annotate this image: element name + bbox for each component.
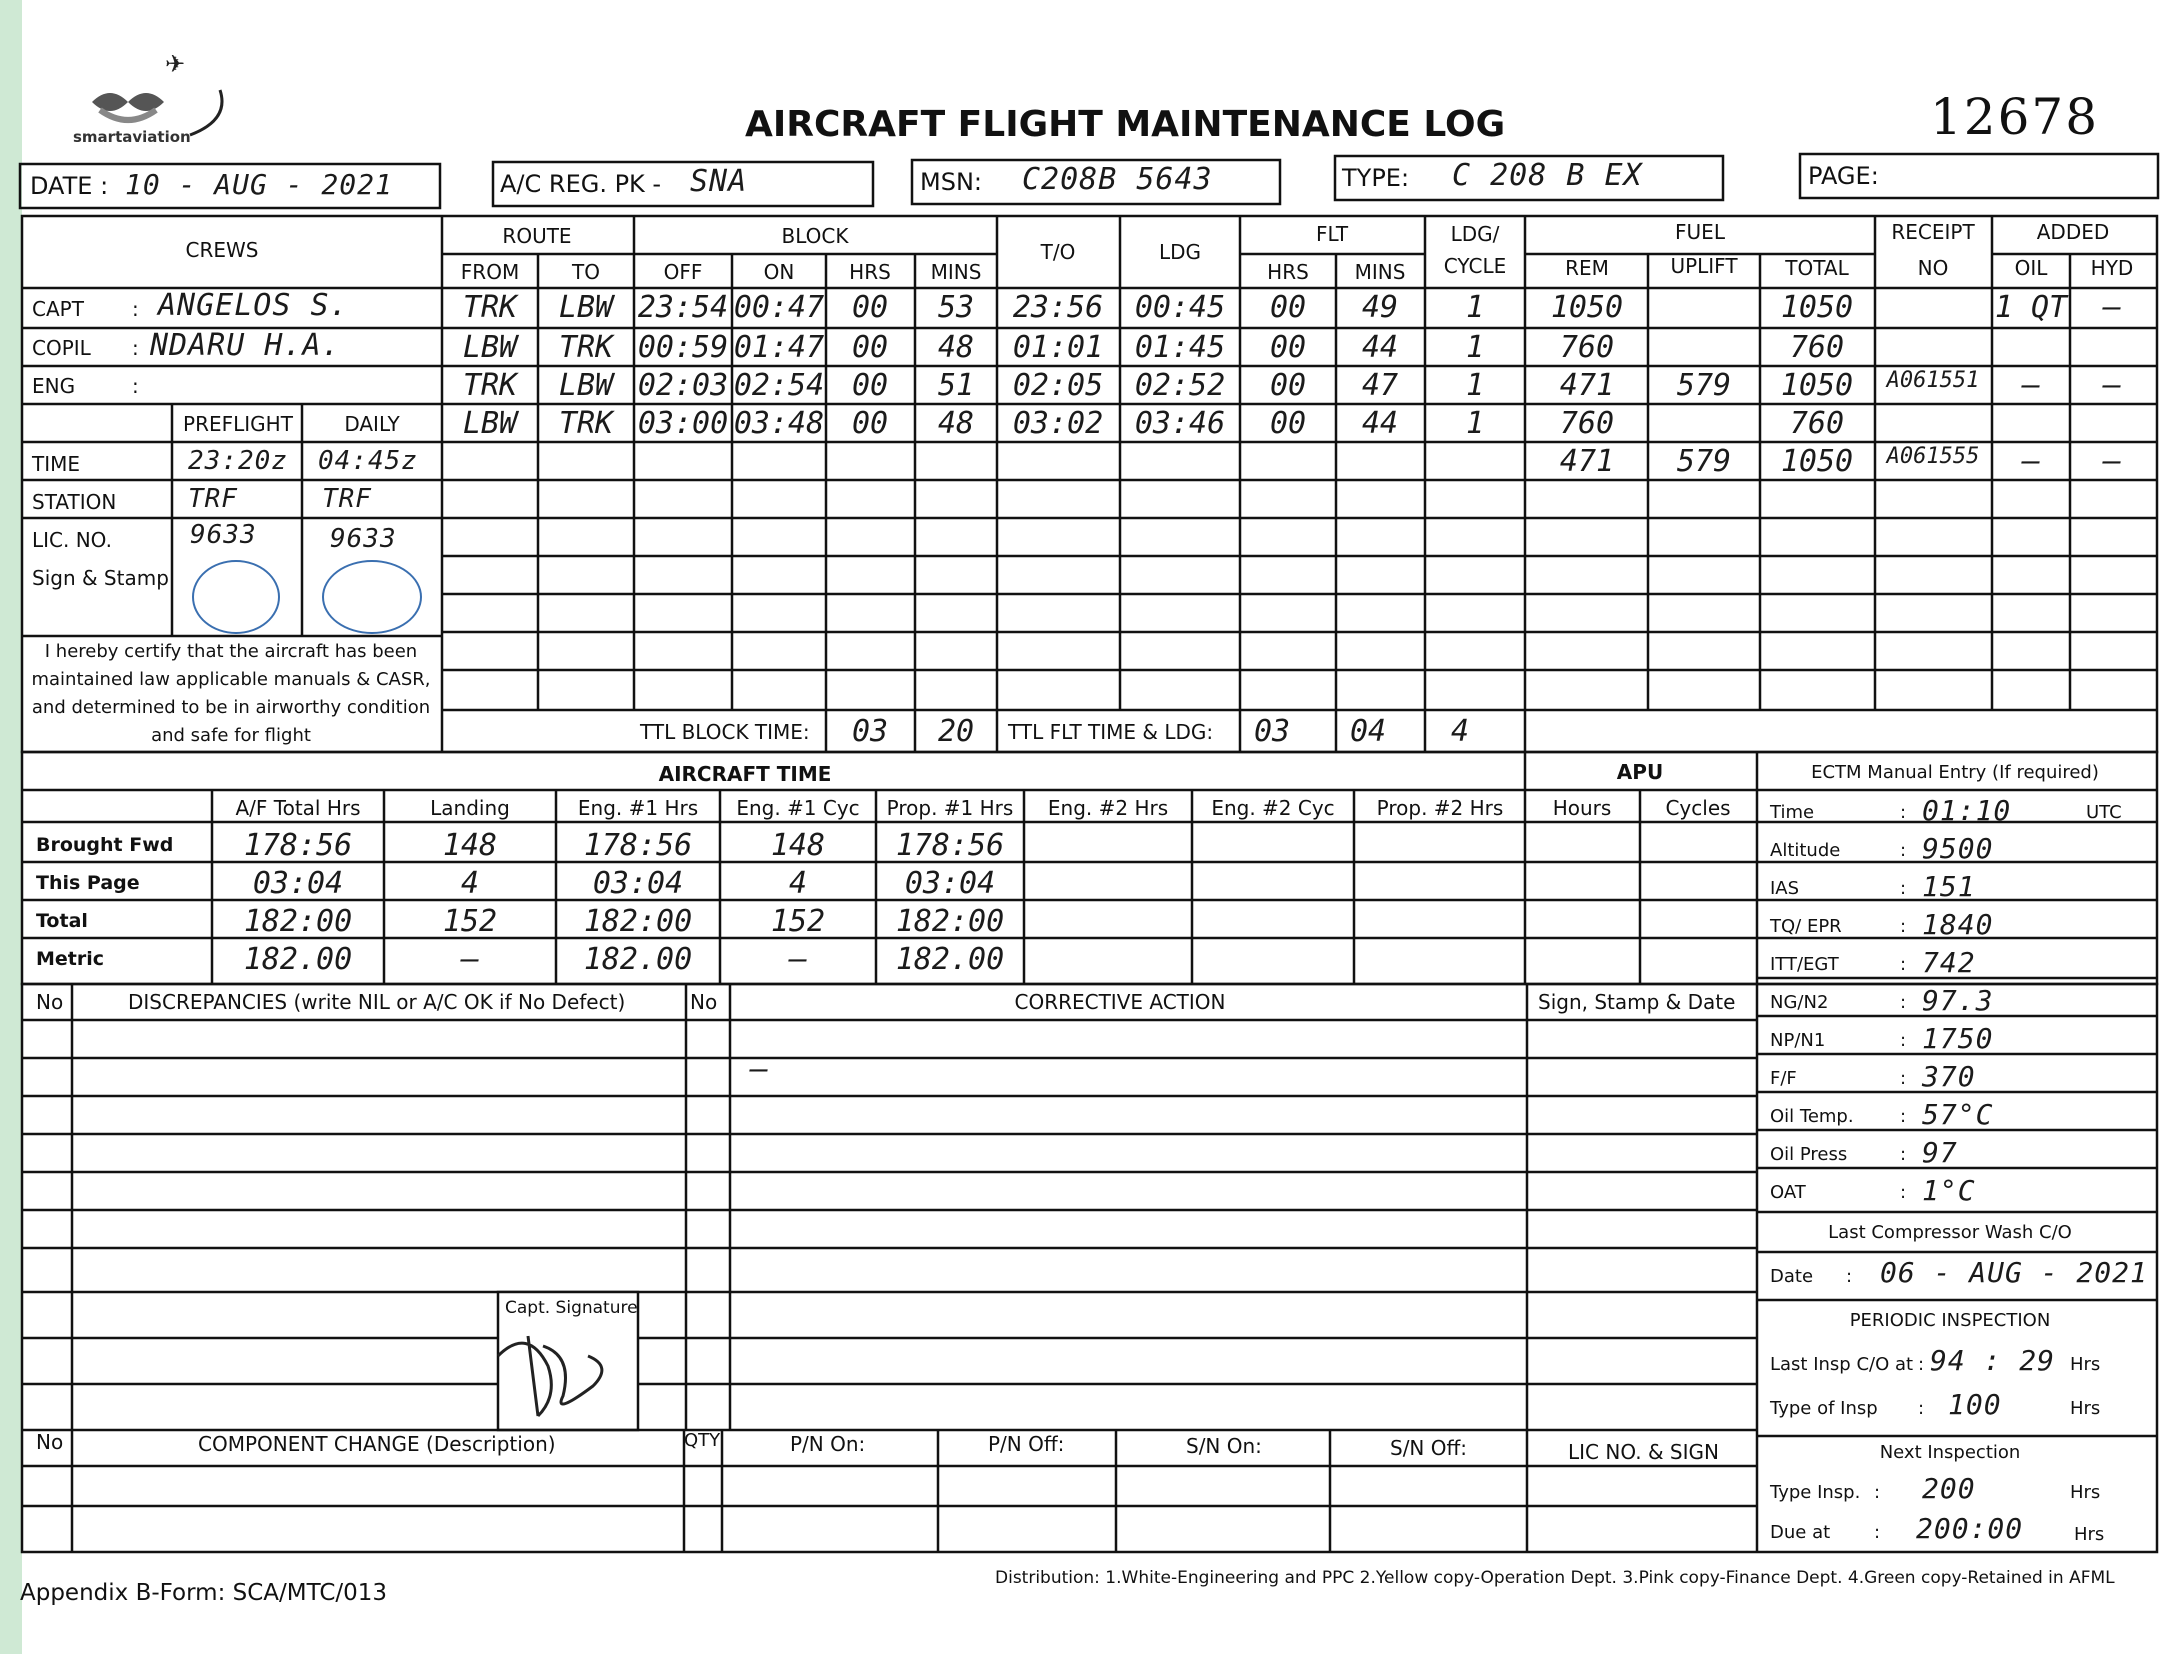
ectm-label: F/F [1770,1068,1797,1089]
time-daily[interactable]: 04:45z [318,446,418,476]
flight-cell-rem[interactable]: 471 [1559,368,1615,403]
ectm-colon: : [1900,802,1907,823]
apu-hours: Hours [1552,796,1612,820]
daily-label: DAILY [344,412,400,436]
flight-cell-hrs[interactable]: 00 [851,406,889,441]
station-label: STATION [32,490,117,514]
aircraft-time-col-4: Prop. #1 Hrs [886,796,1014,820]
flight-cell-to_time[interactable]: 01:01 [1012,330,1104,365]
aircraft-time-landing[interactable]: 4 [460,866,480,901]
preflight-stamp [192,560,280,634]
sign-label: Sign & Stamp [32,566,169,590]
flight-cell-rem[interactable]: 760 [1559,406,1615,441]
pn-off-header: P/N Off: [988,1432,1065,1456]
aircraft-time-landing[interactable]: – [460,942,480,977]
flight-cell-flt_hrs[interactable]: 00 [1269,290,1307,325]
preflight-label: PREFLIGHT [183,412,293,436]
aircraft-time-prop1[interactable]: 178:56 [895,828,1005,863]
flight-cell-total[interactable]: 1050 [1780,368,1854,403]
qty-header: QTY [684,1430,721,1451]
hrs-header: HRS [849,260,891,284]
ectm-value[interactable]: 151 [1922,870,1976,903]
ectm-value[interactable]: 9500 [1922,832,1994,865]
flight-cell-ldg[interactable]: 00:45 [1134,290,1226,325]
ectm-label: Oil Temp. [1770,1106,1854,1127]
daily-stamp [322,560,422,634]
flight-cell-on[interactable]: 01:47 [733,330,825,365]
ectm-value[interactable]: 1°C [1922,1174,1976,1207]
sn-on-header: S/N On: [1186,1434,1262,1458]
ttl-block-label: TTL BLOCK TIME: [640,720,810,744]
flight-cell-oil[interactable]: 1 QT [1994,290,2068,325]
aircraft-time-row-label: Total [36,910,88,932]
ectm-label: ITT/EGT [1770,954,1839,975]
serial-number: 12678 [1930,88,2100,146]
flt-hrs-header: HRS [1267,260,1309,284]
aircraft-time-af[interactable]: 178:56 [243,828,353,863]
sn-off-header: S/N Off: [1390,1436,1468,1460]
flight-cell-off[interactable]: 23:54 [637,290,729,325]
aircraft-time-eng1hrs[interactable]: 182.00 [583,942,693,977]
msn-label: MSN: [920,168,982,196]
wash-date-value[interactable]: 06 - AUG - 2021 [1880,1256,2148,1289]
due-value[interactable]: 200:00 [1916,1512,2024,1545]
flight-cell-uplift[interactable]: 579 [1676,444,1732,479]
flight-cell-ldg[interactable]: 01:45 [1134,330,1226,365]
ectm-label: Time [1770,802,1815,823]
apu-title: APU [1616,760,1664,784]
ttl-flt-mins[interactable]: 04 [1349,714,1387,749]
flight-cell-hyd[interactable]: – [2102,368,2122,403]
flight-cell-cycle[interactable]: 1 [1465,290,1485,325]
flight-cell-total[interactable]: 760 [1789,330,1845,365]
receipt-no-header: NO [1917,256,1949,280]
disc-no-header: No [36,990,64,1014]
flight-cell-flt_mins[interactable]: 44 [1361,330,1399,365]
ectm-value[interactable]: 742 [1922,946,1976,979]
aircraft-time-col-0: A/F Total Hrs [235,796,361,820]
capt-value[interactable]: ANGELOS S. [158,288,349,323]
station-preflight[interactable]: TRF [188,484,238,514]
ectm-label: TQ/ EPR [1770,916,1842,937]
ttl-ldg[interactable]: 4 [1450,714,1470,749]
due-unit: Hrs [2074,1524,2105,1545]
flight-cell-hyd[interactable]: – [2102,290,2122,325]
ectm-colon: : [1900,1144,1907,1165]
capt-label: CAPT [32,297,84,321]
aircraft-time-eng1cyc[interactable]: – [788,942,808,977]
flight-cell-total[interactable]: 760 [1789,406,1845,441]
flight-cell-total[interactable]: 1050 [1780,444,1854,479]
flight-cell-to[interactable]: TRK [558,330,614,365]
copil-label: COPIL [32,336,91,360]
to-time-header: T/O [1040,240,1076,264]
ectm-label: NG/N2 [1770,992,1829,1013]
capt-signature-mark [488,1316,628,1426]
reg-label: A/C REG. PK - [500,170,662,198]
corrective-header: CORRECTIVE ACTION [1014,990,1226,1014]
ectm-title: ECTM Manual Entry (If required) [1811,762,2099,783]
ectm-value[interactable]: 1750 [1922,1022,1994,1055]
crews-title: CREWS [185,238,259,262]
flight-cell-flt_hrs[interactable]: 00 [1269,368,1307,403]
ttl-block-hrs[interactable]: 03 [851,714,889,749]
flt-header: FLT [1315,222,1349,246]
flight-cell-to[interactable]: LBW [558,368,614,403]
aircraft-time-prop1[interactable]: 182:00 [895,904,1005,939]
aircraft-time-col-3: Eng. #1 Cyc [736,796,860,820]
ectm-colon: : [1900,1068,1907,1089]
station-daily[interactable]: TRF [322,484,372,514]
aircraft-time-af[interactable]: 03:04 [252,866,344,901]
flight-cell-off[interactable]: 02:03 [637,368,729,403]
time-preflight[interactable]: 23:20z [188,446,288,476]
aircraft-time-landing[interactable]: 148 [442,828,498,863]
wash-date-label: Date [1770,1266,1814,1287]
flight-cell-to[interactable]: LBW [558,290,614,325]
ectm-label: Altitude [1770,840,1841,861]
type-label: TYPE: [1342,164,1410,192]
total-header: TOTAL [1785,256,1849,280]
date-value[interactable]: 10 - AUG - 2021 [125,168,393,201]
copil-value[interactable]: NDARU H.A. [150,328,341,363]
flight-cell-from[interactable]: LBW [462,330,518,365]
flight-cell-oil[interactable]: – [2021,444,2041,479]
ectm-colon: : [1900,1182,1907,1203]
next-type-unit: Hrs [2070,1482,2101,1503]
ectm-label: NP/N1 [1770,1030,1826,1051]
next-type-label: Type Insp. [1770,1482,1861,1503]
ectm-colon: : [1900,878,1907,899]
flight-cell-flt_mins[interactable]: 44 [1361,406,1399,441]
flight-cell-on[interactable]: 02:54 [733,368,825,403]
ectm-label: OAT [1770,1182,1806,1203]
ectm-value[interactable]: 97.3 [1922,984,1994,1017]
aircraft-time-col-2: Eng. #1 Hrs [577,796,699,820]
apu-cycles: Cycles [1665,796,1731,820]
comp-no-header: No [36,1430,64,1454]
flight-cell-ldg[interactable]: 03:46 [1134,406,1226,441]
flight-cell-hyd[interactable]: – [2102,444,2122,479]
flight-cell-total[interactable]: 1050 [1780,290,1854,325]
to-header: TO [572,260,600,284]
flight-cell-uplift[interactable]: 579 [1676,368,1732,403]
ttl-flt-hrs[interactable]: 03 [1253,714,1291,749]
flight-cell-mins[interactable]: 48 [937,330,975,365]
receipt-header: RECEIPT [1891,220,1975,244]
aircraft-time-col-6: Eng. #2 Cyc [1211,796,1335,820]
from-header: FROM [460,260,520,284]
flight-cell-oil[interactable]: – [2021,368,2041,403]
aircraft-time-eng1hrs[interactable]: 178:56 [583,828,693,863]
flight-cell-ldg[interactable]: 02:52 [1134,368,1226,403]
aircraft-time-col-5: Eng. #2 Hrs [1047,796,1169,820]
last-insp-value[interactable]: 94 : 29 [1930,1344,2056,1377]
corrective-no-header: No [690,990,718,1014]
flight-cell-to_time[interactable]: 03:02 [1012,406,1104,441]
discrepancies-header: DISCREPANCIES (write NIL or A/C OK if No Defect) [128,990,626,1014]
ectm-label: IAS [1770,878,1800,899]
last-insp-unit: Hrs [2070,1354,2101,1375]
ectm-value[interactable]: 97 [1922,1136,1958,1169]
next-type-value[interactable]: 200 [1922,1472,1976,1505]
component-header: COMPONENT CHANGE (Description) [198,1432,556,1456]
flight-cell-cycle[interactable]: 1 [1465,368,1485,403]
flight-cell-on[interactable]: 03:48 [733,406,825,441]
flight-cell-to_time[interactable]: 02:05 [1012,368,1104,403]
lic-label: LIC. NO. [32,528,112,552]
flight-cell-flt_hrs[interactable]: 00 [1269,330,1307,365]
aircraft-time-row-label: This Page [36,872,140,894]
ectm-colon: : [1900,1030,1907,1051]
flight-cell-to_time[interactable]: 23:56 [1012,290,1104,325]
lic-sign-header: LIC NO. & SIGN [1568,1440,1719,1464]
ldg-header: LDG [1158,240,1202,264]
msn-value[interactable]: C208B 5643 [1022,162,1213,197]
appendix-text: Appendix B-Form: SCA/MTC/013 [20,1580,388,1606]
ectm-label: Oil Press [1770,1144,1848,1165]
aircraft-time-af[interactable]: 182:00 [243,904,353,939]
flight-cell-from[interactable]: LBW [462,406,518,441]
flight-cell-to[interactable]: TRK [558,406,614,441]
type-insp-value[interactable]: 100 [1948,1388,2002,1421]
form-title: AIRCRAFT FLIGHT MAINTENANCE LOG [745,104,1506,145]
aircraft-time-eng1cyc[interactable]: 152 [770,904,826,939]
flight-cell-hrs[interactable]: 00 [851,368,889,403]
ectm-unit: UTC [2086,802,2122,823]
ectm-value[interactable]: 01:10 [1922,794,2012,827]
flight-cell-from[interactable]: TRK [462,368,518,403]
aircraft-time-row-label: Brought Fwd [36,834,174,856]
type-insp-unit: Hrs [2070,1398,2101,1419]
oil-header: OIL [2014,256,2048,280]
flight-cell-hrs[interactable]: 00 [851,330,889,365]
ldg-cycle-header-2: CYCLE [1443,254,1507,278]
uplift-header: UPLIFT [1670,254,1738,278]
flight-cell-mins[interactable]: 51 [937,368,975,403]
ectm-colon: : [1900,954,1907,975]
flight-cell-off[interactable]: 00:59 [637,330,729,365]
ldg-cycle-header: LDG/ [1450,222,1500,246]
reg-value[interactable]: SNA [690,164,748,199]
aircraft-time-eng1hrs[interactable]: 182:00 [583,904,693,939]
flight-cell-mins[interactable]: 48 [937,406,975,441]
route-header: ROUTE [502,224,572,248]
flight-cell-off[interactable]: 03:00 [637,406,729,441]
eng-label: ENG [32,374,76,398]
ectm-value[interactable]: 57°C [1922,1098,1994,1131]
distribution-text: Distribution: 1.White-Engineering and PPC 2.Yellow copy-Operation Dept. 3.Pink copy-Finance Dept. 4.Green copy-Retained in AFML [995,1568,2115,1588]
aircraft-time-col-1: Landing [430,796,510,820]
ectm-colon: : [1900,1106,1907,1127]
flight-cell-rem[interactable]: 471 [1559,444,1615,479]
flight-cell-receipt[interactable]: A061555 [1886,444,1980,469]
sign-stamp-date-header: Sign, Stamp & Date [1538,990,1736,1014]
flight-cell-cycle[interactable]: 1 [1465,406,1485,441]
rem-header: REM [1565,256,1609,280]
corrective-dash[interactable]: — [750,1052,770,1087]
off-header: OFF [663,260,703,284]
type-value[interactable]: C 208 B EX [1452,158,1643,193]
date-label: DATE : [30,172,109,200]
flight-cell-rem[interactable]: 1050 [1550,290,1624,325]
aircraft-time-eng1cyc[interactable]: 4 [788,866,808,901]
type-insp-label: Type of Insp [1770,1398,1878,1419]
flight-cell-hrs[interactable]: 00 [851,290,889,325]
wash-title: Last Compressor Wash C/O [1828,1222,2072,1243]
logo-text: smartaviation [73,128,191,146]
time-label: TIME [32,452,81,476]
ectm-value[interactable]: 370 [1922,1060,1976,1093]
aircraft-time-row-label: Metric [36,948,105,970]
flight-cell-flt_mins[interactable]: 47 [1361,368,1399,403]
ectm-colon: : [1900,916,1907,937]
certification-text: I hereby certify that the aircraft has been maintained law applicable manuals & CASR, and determined to be in airworthy condition and safe for flight [31,641,431,746]
flight-cell-mins[interactable]: 53 [937,290,975,325]
flight-cell-on[interactable]: 00:47 [733,290,825,325]
flight-cell-flt_hrs[interactable]: 00 [1269,406,1307,441]
page-label: PAGE: [1808,162,1879,190]
periodic-title: PERIODIC INSPECTION [1849,1310,2051,1331]
flight-cell-receipt[interactable]: A061551 [1886,368,1980,393]
aircraft-time-landing[interactable]: 152 [442,904,498,939]
on-header: ON [763,260,795,284]
hyd-header: HYD [2090,256,2134,280]
aircraft-time-eng1hrs[interactable]: 03:04 [592,866,684,901]
flt-mins-header: MINS [1354,260,1406,284]
flight-cell-rem[interactable]: 760 [1559,330,1615,365]
aircraft-time-title: AIRCRAFT TIME [658,762,832,786]
aircraft-time-af[interactable]: 182.00 [243,942,353,977]
fuel-header: FUEL [1675,220,1725,244]
capt-signature-label: Capt. Signature [505,1298,638,1318]
lic-preflight[interactable]: 9633 [190,520,257,550]
flight-cell-flt_mins[interactable]: 49 [1361,290,1399,325]
flight-cell-from[interactable]: TRK [462,290,518,325]
aircraft-time-prop1[interactable]: 182.00 [895,942,1005,977]
svg-text:✈: ✈ [165,51,186,78]
aircraft-time-eng1cyc[interactable]: 148 [770,828,826,863]
flight-cell-cycle[interactable]: 1 [1465,330,1485,365]
pn-on-header: P/N On: [790,1432,866,1456]
aircraft-time-prop1[interactable]: 03:04 [904,866,996,901]
ttl-flt-label: TTL FLT TIME & LDG: [1008,720,1214,744]
ectm-colon: : [1900,992,1907,1013]
added-header: ADDED [2036,220,2110,244]
due-label: Due at [1770,1522,1831,1543]
aircraft-time-col-7: Prop. #2 Hrs [1376,796,1504,820]
ectm-colon: : [1900,840,1907,861]
ttl-block-mins[interactable]: 20 [937,714,975,749]
next-title: Next Inspection [1879,1442,2021,1463]
lic-daily[interactable]: 9633 [330,524,397,554]
mins-header: MINS [930,260,982,284]
block-header: BLOCK [781,224,849,248]
ectm-value[interactable]: 1840 [1922,908,1994,941]
last-insp-label: Last Insp C/O at [1770,1354,1914,1375]
